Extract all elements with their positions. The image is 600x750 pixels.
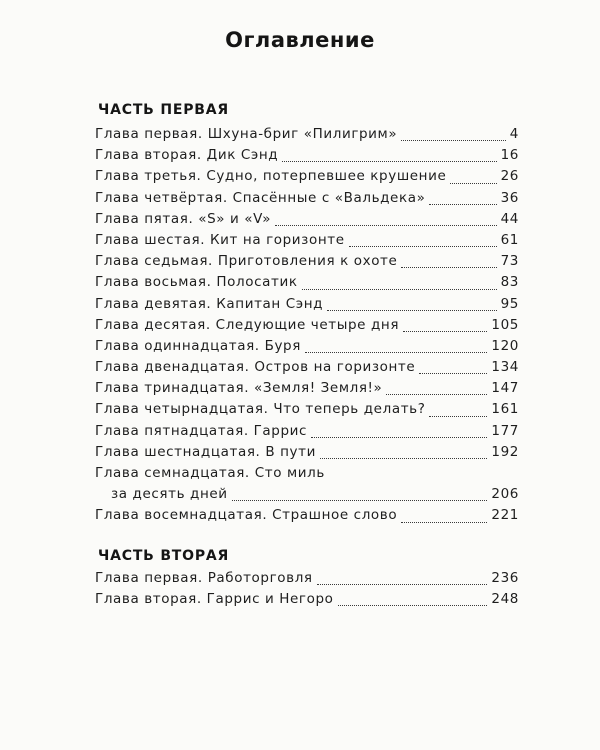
entry-page: 44 bbox=[500, 210, 519, 227]
toc-entry[interactable] bbox=[95, 253, 519, 274]
entry-page: 134 bbox=[491, 359, 519, 376]
leader-dots bbox=[386, 393, 487, 395]
leader-dots bbox=[401, 139, 506, 141]
entry-title: Глава третья. Судно, потерпевшее крушение bbox=[95, 168, 447, 185]
leader-dots bbox=[317, 583, 488, 585]
toc-entry[interactable] bbox=[95, 570, 519, 591]
entry-page: 36 bbox=[500, 189, 519, 206]
toc-entry[interactable] bbox=[95, 190, 519, 211]
part-heading-second: ЧАСТЬ ВТОРАЯ bbox=[98, 548, 230, 564]
leader-dots bbox=[320, 457, 487, 459]
entry-page: 248 bbox=[491, 591, 519, 608]
toc-entry[interactable] bbox=[95, 444, 519, 465]
entry-title: Глава двенадцатая. Остров на горизонте bbox=[95, 359, 416, 376]
leader-dots bbox=[305, 351, 487, 353]
leader-dots bbox=[282, 160, 496, 162]
toc-entry-continuation[interactable] bbox=[95, 486, 519, 507]
entry-page: 221 bbox=[491, 507, 519, 524]
toc-entry[interactable] bbox=[95, 147, 519, 168]
entry-title: Глава восьмая. Полосатик bbox=[95, 274, 298, 291]
toc-entry[interactable] bbox=[95, 211, 519, 232]
entry-title: Глава вторая. Дик Сэнд bbox=[95, 147, 279, 164]
toc-entry[interactable] bbox=[95, 126, 519, 147]
leader-dots bbox=[232, 499, 488, 501]
entry-title: Глава первая. Работорговля bbox=[95, 570, 313, 586]
toc-entry[interactable] bbox=[95, 507, 519, 528]
entry-title: Глава шестнадцатая. В пути bbox=[95, 443, 316, 460]
entry-title: Глава одиннадцатая. Буря bbox=[95, 337, 301, 354]
entry-page: 4 bbox=[509, 126, 519, 142]
entry-page: 95 bbox=[500, 295, 519, 312]
entry-title: Глава седьмая. Приготовления к охоте bbox=[95, 253, 398, 270]
entry-page: 120 bbox=[491, 337, 519, 354]
part-heading-first: ЧАСТЬ ПЕРВАЯ bbox=[98, 102, 229, 118]
toc-entry[interactable] bbox=[95, 359, 519, 380]
leader-dots bbox=[311, 436, 487, 438]
leader-dots bbox=[403, 330, 487, 332]
toc-entry[interactable] bbox=[95, 338, 519, 359]
entry-page: 177 bbox=[491, 422, 519, 439]
entry-title-continuation: за десять дней bbox=[111, 486, 228, 503]
entry-page: 83 bbox=[500, 274, 519, 291]
entry-title: Глава вторая. Гаррис и Негоро bbox=[95, 591, 334, 608]
leader-dots bbox=[450, 182, 496, 184]
page-title: Оглавление bbox=[225, 28, 375, 52]
entry-page: 236 bbox=[491, 570, 519, 586]
entry-page: 206 bbox=[491, 486, 519, 503]
toc-entry[interactable] bbox=[95, 380, 519, 401]
entry-title: Глава пятая. «S» и «V» bbox=[95, 210, 272, 227]
entry-page: 26 bbox=[500, 168, 519, 185]
entry-title: Глава семнадцатая. Сто миль bbox=[95, 465, 325, 481]
entry-title: Глава тринадцатая. «Земля! Земля!» bbox=[95, 380, 383, 397]
leader-dots bbox=[429, 415, 487, 417]
toc-entry[interactable] bbox=[95, 317, 519, 338]
leader-dots bbox=[419, 372, 487, 374]
entry-title: Глава девятая. Капитан Сэнд bbox=[95, 295, 324, 312]
entry-page: 61 bbox=[500, 231, 519, 248]
leader-dots bbox=[338, 604, 488, 606]
toc-entry[interactable] bbox=[95, 168, 519, 189]
leader-dots bbox=[302, 288, 497, 290]
entry-title: Глава пятнадцатая. Гаррис bbox=[95, 422, 308, 439]
leader-dots bbox=[275, 224, 497, 226]
entry-title: Глава восемнадцатая. Страшное слово bbox=[95, 507, 398, 524]
leader-dots bbox=[349, 245, 497, 247]
toc-entry[interactable] bbox=[95, 591, 519, 612]
toc-entries-part-one bbox=[95, 126, 519, 529]
leader-dots bbox=[429, 203, 496, 205]
toc-entry[interactable] bbox=[95, 423, 519, 444]
entry-page: 16 bbox=[500, 147, 519, 164]
leader-dots bbox=[327, 309, 496, 311]
toc-entry[interactable] bbox=[95, 401, 519, 422]
entry-title: Глава десятая. Следующие четыре дня bbox=[95, 316, 400, 333]
entry-title: Глава шестая. Кит на горизонте bbox=[95, 231, 345, 248]
entry-page: 105 bbox=[491, 316, 519, 333]
leader-dots bbox=[401, 521, 487, 523]
toc-entry[interactable] bbox=[95, 296, 519, 317]
leader-dots bbox=[401, 266, 496, 268]
toc-entry[interactable] bbox=[95, 232, 519, 253]
entry-page: 192 bbox=[491, 443, 519, 460]
entry-title: Глава четвёртая. Спасённые с «Вальдека» bbox=[95, 189, 426, 206]
entry-page: 147 bbox=[491, 380, 519, 397]
entry-title: Глава четырнадцатая. Что теперь делать? bbox=[95, 401, 426, 418]
entry-page: 73 bbox=[500, 253, 519, 270]
entry-title: Глава первая. Шхуна-бриг «Пилигрим» bbox=[95, 126, 398, 142]
toc-entries-part-two bbox=[95, 570, 519, 612]
entry-page: 161 bbox=[491, 401, 519, 418]
toc-entry[interactable] bbox=[95, 465, 519, 486]
toc-entry[interactable] bbox=[95, 274, 519, 295]
